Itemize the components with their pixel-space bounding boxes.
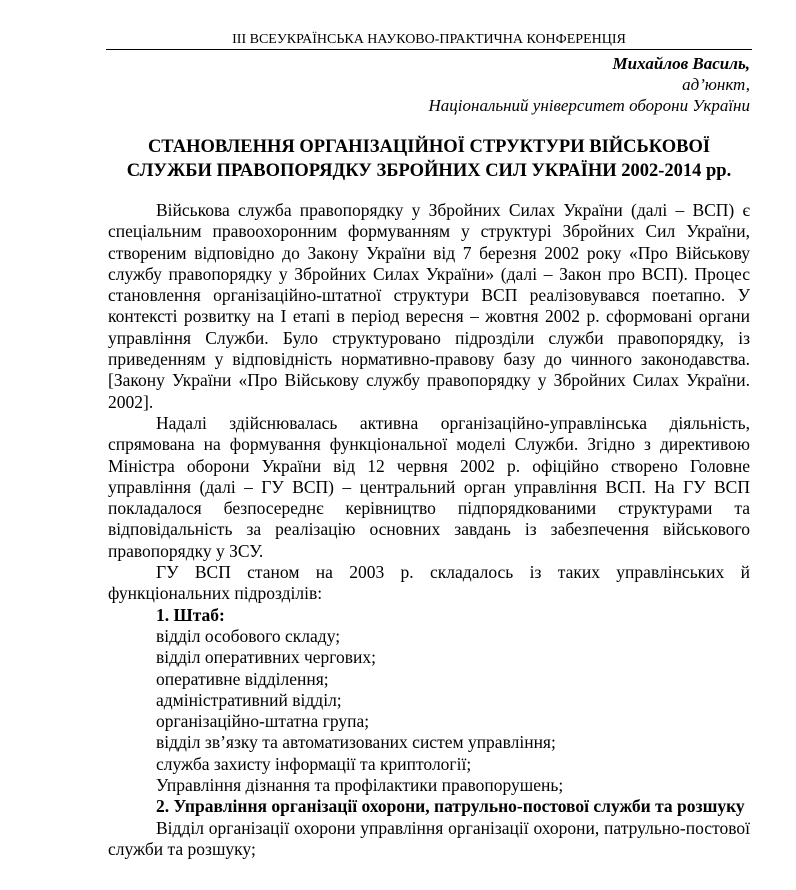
paragraph-4: Відділ організації охорони управління організації охорони, патрульно-постової служби та розшуку; bbox=[108, 817, 750, 859]
list-item: відділ зв’язку та автоматизованих систем управління; bbox=[156, 732, 556, 753]
article-title-line-1: СТАНОВЛЕННЯ ОРГАНІЗАЦІЙНОЇ СТРУКТУРИ ВІЙСЬКОВОЇ bbox=[147, 137, 711, 157]
author-affiliation: Національний університет оборони України bbox=[428, 96, 750, 115]
article-title bbox=[106, 135, 752, 183]
list-item: відділ оперативних чергових; bbox=[156, 647, 377, 668]
section-1-heading: 1. Штаб: bbox=[156, 604, 225, 625]
list-item: служба захисту інформації та криптології; bbox=[156, 753, 472, 774]
list-item: відділ особового складу; bbox=[156, 625, 341, 646]
paragraph-3: ГУ ВСП станом на 2003 р. складалось із таких управлінських й функціональних підрозділів: bbox=[108, 562, 750, 604]
author-block bbox=[429, 53, 750, 116]
list-item: адміністративний відділ; bbox=[156, 689, 342, 710]
paragraph-1: Військова служба правопорядку у Збройних Силах України (далі – ВСП) є спеціальним правоохоронним формуванням у структурі Збройних Сил України, створеним відповідно до Закону України від 7 березня 2002 року «Про Військову службу правопорядку у Збройних Силах України» (далі – Закон про ВСП). Процес становлення організаційно-штатної структури ВСП реалізовувався поетапно. У контексті розвитку на І етапі в період вересня – жовтня 2002 р. сформовані органи управління Служби. Було структуровано підрозділи служби правопорядку, із приведенням у відповідність нормативно-правову базу до чинного законодавства. [Закону України «Про Військову службу правопорядку у Збройних Силах України. 2002]. bbox=[108, 200, 750, 412]
list-item: Управління дізнання та профілактики правопорушень; bbox=[156, 775, 564, 796]
list-item: організаційно-штатна група; bbox=[156, 711, 370, 732]
list-item: оперативне відділення; bbox=[156, 668, 329, 689]
article-body bbox=[108, 200, 750, 860]
paragraph-2: Надалі здійснювалась активна організаційно-управлінська діяльність, спрямована на формування функціональної моделі Служби. Згідно з директивою Міністра оборони України від 12 червня 2002 р. офіційно створено Головне управління (далі – ГУ ВСП) – центральний орган управління ВСП. На ГУ ВСП покладалося безпосереднє керівництво підпорядкованими структурами та відповідальність за реалізацію основних завдань із забезпечення військового правопорядку у ЗСУ. bbox=[108, 412, 750, 561]
section-2-heading: 2. Управління організації охорони, патрульно-постової служби та розшуку bbox=[156, 796, 745, 817]
author-name: Михайлов Василь, bbox=[612, 54, 750, 73]
running-header: ІІІ ВСЕУКРАЇНСЬКА НАУКОВО-ПРАКТИЧНА КОНФЕРЕНЦІЯ bbox=[106, 32, 752, 50]
author-position: ад’юнкт, bbox=[682, 75, 750, 94]
article-title-line-2: СЛУЖБИ ПРАВОПОРЯДКУ ЗБРОЙНИХ СИЛ УКРАЇНИ 2002-2014 рр. bbox=[126, 161, 732, 181]
